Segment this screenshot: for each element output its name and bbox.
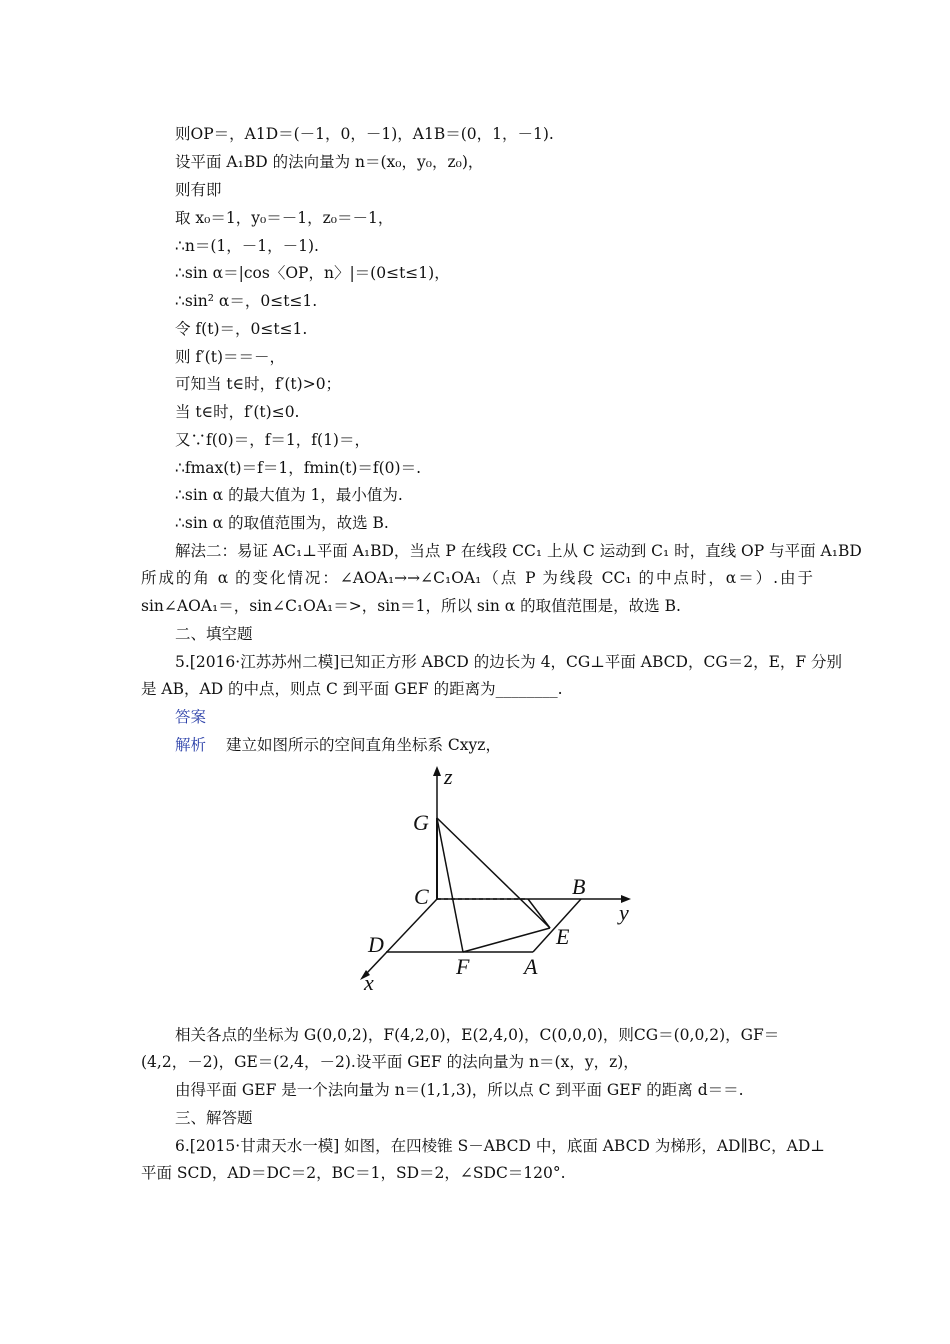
text-line: ∴fmax(t)＝f＝1，fmin(t)＝f(0)＝. [175, 459, 422, 477]
section-heading: 三、解答题 [175, 1109, 253, 1127]
text-line: 相关各点的坐标为 G(0,0,2)，F(4,2,0)，E(2,4,0)，C(0,0,0)，则CG＝(0,0,2)，GF＝ [175, 1026, 780, 1044]
point-label-E: E [556, 924, 570, 949]
problem-text: 5.[2016·江苏苏州二模]已知正方形 ABCD 的边长为 4，CG⊥平面 ABCD，CG＝2，E，F 分别 [175, 653, 843, 671]
text-line: ∴sin α 的最大值为 1，最小值为. [175, 486, 403, 504]
text-line: 又∵f(0)＝，f＝1，f(1)＝， [175, 431, 370, 449]
problem-text: 6.[2015·甘肃天水一模] 如图，在四棱锥 S－ABCD 中，底面 ABCD 为梯形，AD∥BC，AD⊥ [175, 1137, 825, 1155]
point-label-D: D [368, 932, 384, 957]
axis-label-z: z [444, 764, 453, 789]
text-line: 则OP＝，A1D＝(－1，0，－1)，A1B＝(0，1，－1). [175, 125, 554, 143]
text-line: 所成的角 α 的变化情况：∠AOA₁→→∠C₁OA₁（点 P 为线段 CC₁ 的中点时，α＝）.由于 [141, 569, 813, 587]
text-line: sin∠AOA₁＝，sin∠C₁OA₁＝>，sin＝1，所以 sin α 的取值范围是，故选 B. [141, 597, 681, 615]
text-line: 当 t∈时，f′(t)≤0. [175, 403, 300, 421]
answer-label: 答案 [175, 708, 207, 726]
problem-text: 是 AB，AD 的中点，则点 C 到平面 GEF 的距离为________. [141, 680, 563, 698]
section-heading: 二、填空题 [175, 625, 253, 643]
analysis-label: 解析 [175, 736, 207, 754]
text-line: ∴sin α＝|cos〈OP，n〉|＝(0≤t≤1)， [175, 264, 450, 282]
text-line: 令 f(t)＝，0≤t≤1. [175, 320, 308, 338]
text-line: 建立如图所示的空间直角坐标系 Cxyz， [226, 736, 501, 754]
coordinate-figure [338, 762, 645, 1012]
text-line: 可知当 t∈时，f′(t)>0； [175, 375, 342, 393]
text-line: 设平面 A₁BD 的法向量为 n＝(x₀，y₀，z₀)， [175, 153, 484, 171]
text-line: 则 f′(t)＝＝－， [175, 348, 286, 366]
point-label-F: F [456, 954, 470, 979]
text-line: 解法二：易证 AC₁⊥平面 A₁BD，当点 P 在线段 CC₁ 上从 C 运动到 C₁ 时，直线 OP 与平面 A₁BD [175, 542, 862, 560]
text-line: (4,2，－2)，GE＝(2,4，－2).设平面 GEF 的法向量为 n＝(x，y，z)， [141, 1053, 639, 1071]
text-line: 则有即 [175, 181, 222, 199]
problem-text: 平面 SCD，AD＝DC＝2，BC＝1，SD＝2，∠SDC＝120°. [141, 1164, 566, 1182]
text-line: 由得平面 GEF 是一个法向量为 n＝(1,1,3)，所以点 C 到平面 GEF 的距离 d＝＝. [175, 1081, 744, 1099]
text-line: ∴sin α 的取值范围为，故选 B. [175, 514, 389, 532]
point-label-B: B [572, 874, 586, 899]
point-label-A: A [524, 954, 538, 979]
axis-label-y: y [619, 900, 629, 925]
text-line: 取 x₀＝1，y₀＝－1，z₀＝－1， [175, 209, 394, 227]
point-label-C: C [414, 884, 429, 909]
text-line: ∴n＝(1，－1，－1). [175, 237, 319, 255]
point-label-G: G [413, 810, 429, 835]
text-line: ∴sin² α＝，0≤t≤1. [175, 292, 318, 310]
axis-label-x: x [364, 970, 374, 995]
